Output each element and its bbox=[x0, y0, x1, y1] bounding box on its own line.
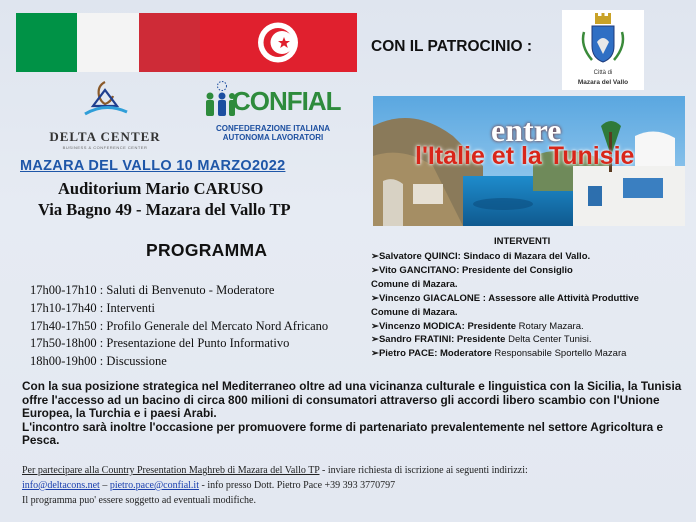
interventi-item: Comune di Mazara. bbox=[371, 306, 458, 318]
workers-icon bbox=[202, 80, 236, 124]
contact-info: - info presso Dott. Pietro Pace +39 393 3770797 bbox=[198, 479, 396, 491]
programma-title: PROGRAMMA bbox=[146, 240, 268, 260]
delta-center-logo bbox=[40, 78, 170, 148]
interventi-item: ➢Salvatore QUINCI: Sindaco di Mazara del Vallo. bbox=[371, 251, 591, 262]
delta-icon bbox=[75, 78, 135, 122]
footer-event-name: Per partecipare alla Country Presentation Maghreb di Mazara del Vallo TP bbox=[22, 465, 320, 476]
programma-item: 18h00-19h00 : Discussione bbox=[30, 354, 167, 369]
confial-subtitle bbox=[204, 124, 342, 142]
interventi-item: ➢Sandro FRATINI: Presidente Delta Center Tunisi. bbox=[371, 334, 592, 346]
interventi-item: ➢Vito GANCITANO: Presidente del Consiglio bbox=[371, 264, 573, 276]
confial-name: CONFIAL bbox=[232, 86, 341, 116]
delta-center-subtitle: BUSINESS & CONFERENCE CENTER bbox=[62, 145, 148, 150]
mazara-coat-of-arms bbox=[562, 10, 644, 90]
interventi-item: ➢Vincenzo MODICA: Presidente Rotary Mazara. bbox=[371, 320, 584, 332]
programma-item: 17h00-17h10 : Saluti di Benvenuto - Moderatore bbox=[30, 283, 275, 297]
event-address: Via Bagno 49 - Mazara del Vallo TP bbox=[38, 200, 291, 219]
event-date: MAZARA DEL VALLO 10 MARZO2022 bbox=[20, 158, 286, 174]
patrocinio-label: CON IL PATROCINIO : bbox=[371, 38, 533, 55]
email-link-confial[interactable]: pietro.pace@confial.it bbox=[109, 479, 199, 491]
banner-title-line2: l'Italie et la Tunisie bbox=[415, 142, 635, 170]
tunisian-flag bbox=[200, 13, 357, 72]
programma-item: 17h10-17h40 : Interventi bbox=[30, 300, 155, 315]
italy-tunisia-banner-image bbox=[373, 96, 685, 226]
interventi-item: Comune di Mazara. bbox=[371, 278, 458, 290]
event-venue: Auditorium Mario CARUSO bbox=[58, 179, 264, 198]
footer-line1: Per partecipare alla Country Presentation Maghreb di Mazara del Vallo TP - inviare richiesta di iscrizione ai seguenti indirizzi: bbox=[22, 465, 528, 476]
stemma-line2: Mazara del Vallo bbox=[577, 79, 629, 86]
footer-note: Il programma puo' essere soggetto ad eventuali modifiche. bbox=[22, 494, 256, 506]
programma-list bbox=[30, 282, 328, 371]
stemma-line1: Città di bbox=[593, 70, 613, 76]
description-paragraph bbox=[22, 380, 682, 448]
programma-item: 17h50-18h00 : Presentazione del Punto Informativo bbox=[30, 336, 290, 351]
confial-subtitle-line1: CONFEDERAZIONE ITALIANA bbox=[215, 124, 331, 133]
italian-flag bbox=[16, 13, 200, 72]
email-link-deltacons[interactable]: info@deltacons.net bbox=[22, 479, 100, 491]
confial-subtitle-line2: AUTONOMA LAVORATORI bbox=[222, 133, 324, 142]
interventi-list bbox=[371, 250, 691, 361]
footer-line2: info@deltacons.net – pietro.pace@confial.it - info presso Dott. Pietro Pace +39 393 3770797 bbox=[22, 479, 396, 491]
interventi-item: ➢Pietro PACE: Moderatore Responsabile Sportello Mazara bbox=[371, 348, 627, 360]
registration-footer bbox=[22, 464, 692, 508]
delta-center-name: DELTA CENTER bbox=[49, 129, 161, 144]
interventi-title: INTERVENTI bbox=[494, 236, 551, 247]
interventi-item: ➢Vincenzo GIACALONE : Assessore alle Attività Produttive bbox=[371, 292, 639, 304]
confial-logo bbox=[202, 80, 342, 142]
programma-item: 17h40-17h50 : Profilo Generale del Mercato Nord Africano bbox=[30, 318, 329, 333]
banner-title-line1: entre bbox=[491, 112, 562, 148]
description-p1: Con la sua posizione strategica nel Mediterraneo oltre ad una vicinanza culturale e linguistica con la Sicilia, la Tunisia offre l'accesso ad un bacino di circa 800 milioni di consumatori attraverso gli accordi libero scambio con l'Unione Europea, la Turchia e i paesi Arabi. bbox=[22, 379, 682, 420]
coat-of-arms-icon bbox=[562, 10, 644, 68]
description-p2: L'incontro sarà inoltre l'occasione per promuovere forme di partenariato prevalentemente nel settore Agricoltura e Pesca. bbox=[22, 419, 664, 447]
